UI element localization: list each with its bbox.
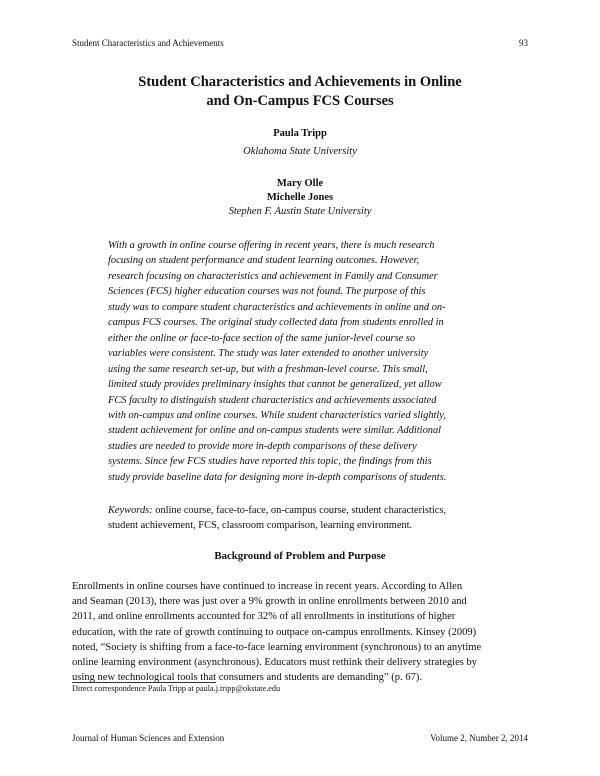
abstract-line: systems. Since few FCS studies have reported this topic, the findings from this [108,456,432,468]
body-line: 2011, and online enrollments accounted for 32% of all enrollments in institutions of higher [72,611,456,623]
author-name: Mary Olle [276,178,324,189]
section-heading: Background of Problem and Purpose [214,550,386,562]
body-line: education, with the rate of growth continuing to outpace on-campus enrollments. Kinsey (2009) [72,626,477,638]
keywords [108,503,498,533]
body-line: Enrollments in online courses have continued to increase in recent years. According to Allen [72,581,463,592]
journal-name: Journal of Human Sciences and Extension [72,733,225,743]
abstract-line: research focusing on characteristics and achievement in Family and Consumer [108,270,438,282]
abstract-line: either the online or face-to-face section of the same junior-level course so [108,332,416,344]
keywords-line-2: student achievement, FCS, classroom comparison, learning environment. [108,520,413,531]
body-line: noted, “Society is shifting from a face-to-face learning environment (synchronous) to an anytime [72,641,482,653]
abstract [108,238,492,485]
running-title: Student Characteristics and Achievements [72,38,224,48]
paper-title-line-2: and On-Campus FCS Courses [206,92,394,109]
abstract-line: variables were consistent. The study was later extended to another university [108,348,429,360]
abstract-line: limited study provides preliminary insights that cannot be generalized, yet allow [108,379,442,391]
keywords-label: Keywords: [108,505,153,516]
author-affiliation: Oklahoma State University [243,146,357,157]
abstract-line: student achievement for online and on-campus students were similar. Additional [108,425,442,437]
body-line: using new technological tools that consumers and students are demanding” (p. 67). [72,672,423,684]
footnote: Direct correspondence Paula Tripp at paula.j.tripp@okstate.edu [72,684,281,693]
abstract-line: campus FCS courses. The original study collected data from students enrolled in [108,317,444,329]
body-line: online learning environment (asynchronous). Educators must rethink their delivery strategies by [72,657,478,669]
abstract-line: With a growth in online course offering in recent years, there is much research [108,240,435,251]
abstract-line: using the same research set-up, but with a freshman-level course. This small, [108,363,428,375]
volume-info: Volume 2, Number 2, 2014 [430,733,528,743]
body-line: and Seaman (2013), there was just over a 9% growth in online enrollments between 2010 and [72,596,467,608]
abstract-line: with on-campus and online courses. While student characteristics varied slightly, [108,409,446,421]
keywords-line-1 [108,503,498,518]
abstract-line: study provide baseline data for designing more in-depth comparisons of students. [108,471,447,483]
keywords-text: online course, face-to-face, on-campus course, student characteristics, [155,505,447,516]
body-paragraph [72,579,532,685]
page-number: 93 [519,38,528,48]
running-header [72,38,528,48]
abstract-line: study was to compare student characteristics and achievements in online and on- [108,301,446,313]
author-name: Paula Tripp [273,128,327,139]
running-footer [72,733,528,743]
author-affiliation: Stephen F. Austin State University [228,206,372,217]
abstract-line: focusing on student performance and student learning outcomes. However, [108,255,420,267]
abstract-line: Sciences (FCS) higher education courses was not found. The purpose of this [108,286,426,298]
paper-title-line-1: Student Characteristics and Achievements in Online [138,74,462,90]
paper-title [60,73,540,110]
footnote-divider [72,682,216,683]
abstract-line: studies are needed to provide more in-depth comparisons of these delivery [108,440,417,452]
author-name: Michelle Jones [266,192,334,203]
abstract-line: FCS faculty to distinguish student characteristics and achievements associated [108,394,437,406]
